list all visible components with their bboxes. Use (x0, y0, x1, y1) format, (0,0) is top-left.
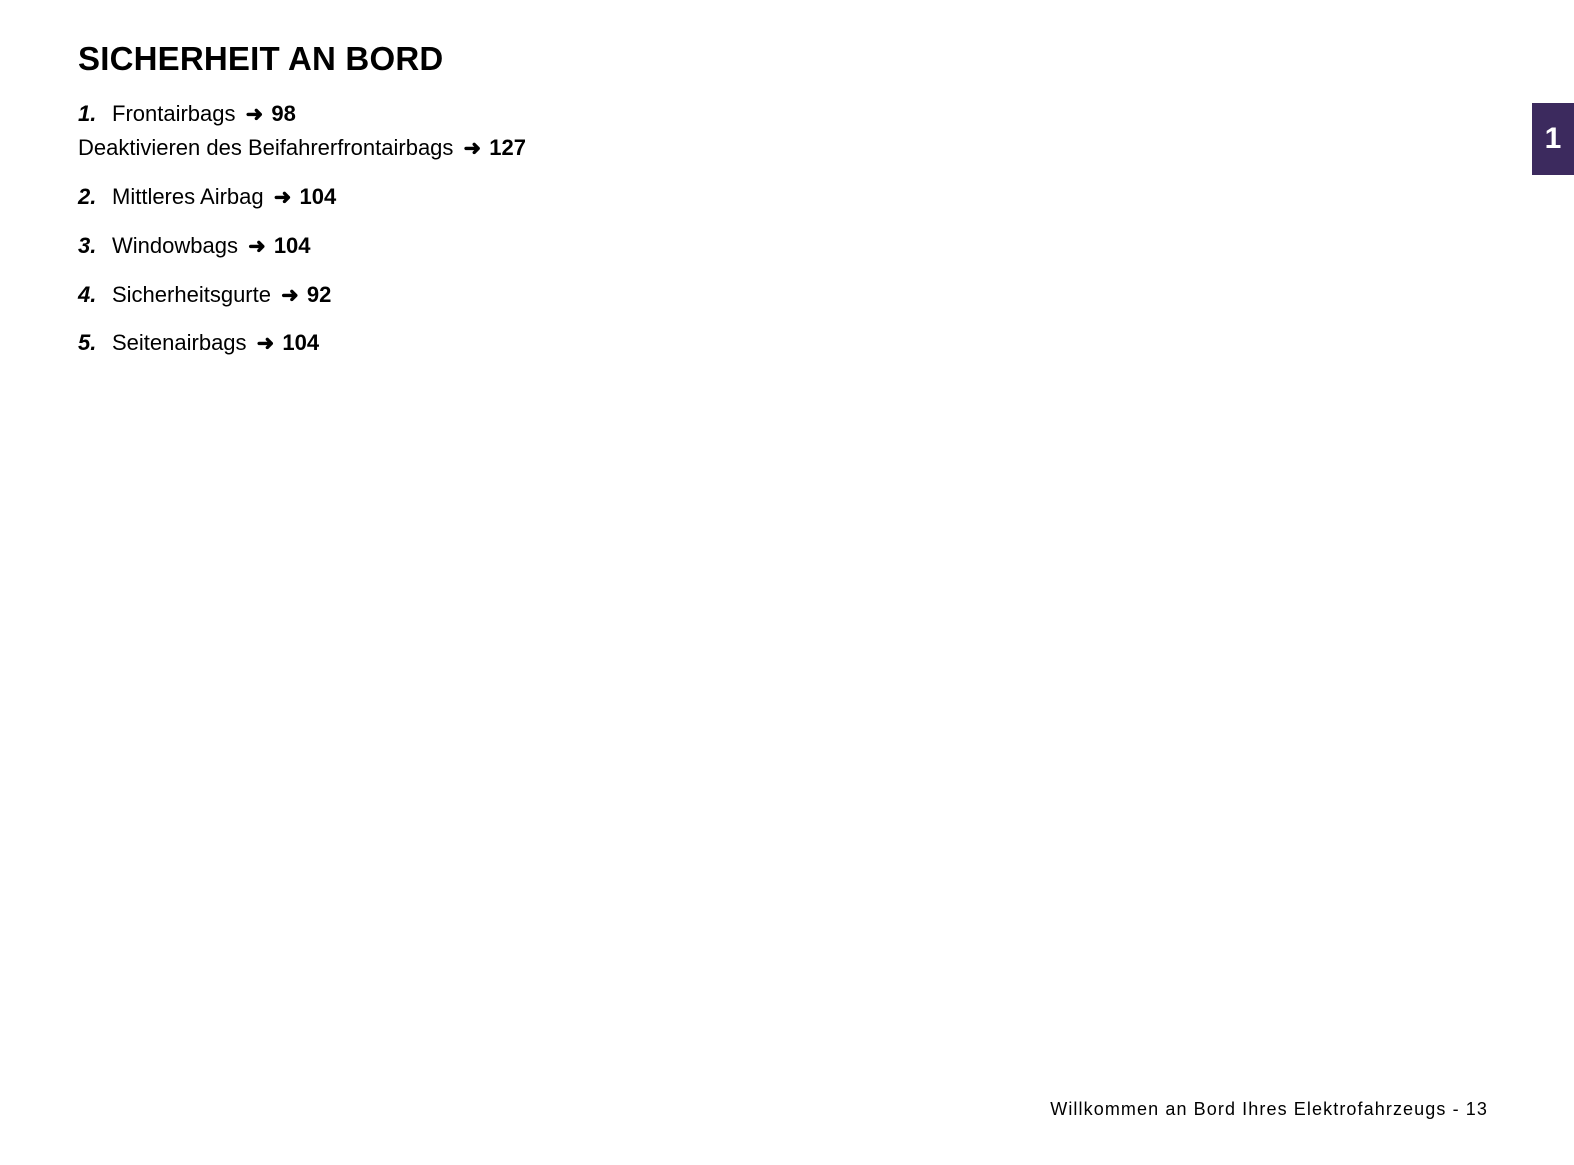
arrow-icon: ➜ (281, 283, 299, 307)
list-item-number: 5. (78, 330, 97, 356)
list-item-subpage[interactable]: 127 (489, 134, 526, 160)
arrow-icon: ➜ (273, 185, 292, 209)
page-title: SICHERHEIT AN BORD (78, 40, 444, 77)
arrow-icon: ➜ (463, 136, 482, 160)
list-item-label: Seitenairbags (112, 330, 247, 356)
reference-list (78, 100, 1278, 358)
chapter-tab: 1 (1532, 103, 1574, 175)
list-item-number: 2. (78, 183, 97, 209)
list-item[interactable] (78, 232, 1278, 261)
list-item-page[interactable]: 98 (271, 101, 296, 126)
list-item-sublabel: Deaktivieren des Beifahrerfrontairbags (78, 134, 454, 160)
list-item-page[interactable]: 104 (282, 330, 320, 356)
list-item-label: Mittleres Airbag (112, 183, 264, 209)
list-item-subentry[interactable] (78, 134, 1278, 163)
page-content (78, 40, 1278, 378)
list-item-page[interactable]: 92 (306, 281, 332, 307)
list-item[interactable] (78, 183, 1278, 212)
page-footer: Willkommen an Bord Ihres Elektrofahrzeugs - 13 (1050, 1099, 1488, 1119)
list-item[interactable] (78, 329, 1278, 358)
list-item-number: 1. (78, 101, 97, 126)
list-item[interactable] (78, 100, 1278, 163)
list-item-page[interactable]: 104 (299, 183, 337, 209)
list-item-number: 4. (78, 281, 97, 307)
arrow-icon: ➜ (245, 103, 264, 126)
list-item-number: 3. (78, 232, 97, 258)
list-item[interactable] (78, 281, 1278, 310)
arrow-icon: ➜ (248, 234, 266, 258)
list-item-label: Sicherheitsgurte (112, 281, 271, 307)
arrow-icon: ➜ (256, 332, 275, 356)
list-item-label: Windowbags (112, 232, 238, 258)
list-item-page[interactable]: 104 (273, 232, 311, 258)
list-item-label: Frontairbags (112, 101, 236, 126)
